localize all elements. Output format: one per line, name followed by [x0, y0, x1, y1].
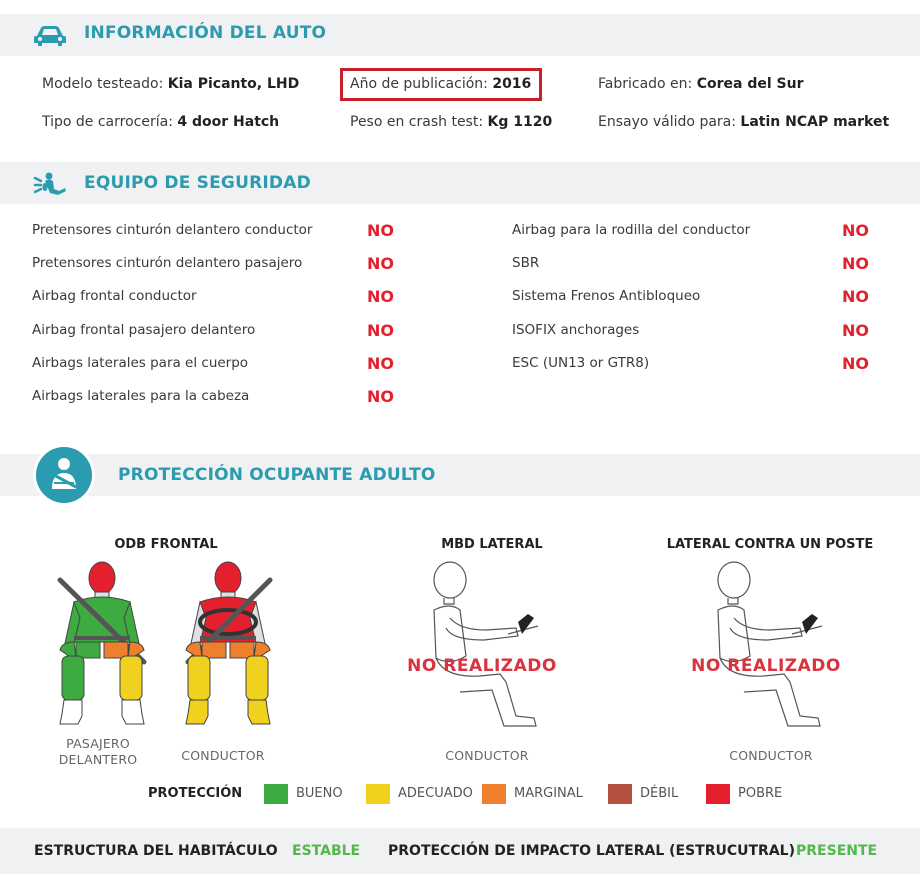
- equipment-value: NO: [367, 254, 394, 273]
- model-field: Modelo testeado: Kia Picanto, LHD: [42, 76, 300, 92]
- legend-swatch: [608, 784, 632, 804]
- equipment-label: Pretensores cinturón delantero conductor: [32, 222, 313, 238]
- equipment-label: SBR: [512, 255, 540, 271]
- equipment-value: NO: [367, 287, 394, 306]
- equipment-value: NO: [842, 321, 869, 340]
- pole-lateral-dummy-figure: [704, 558, 864, 736]
- airbag-icon: [32, 168, 68, 198]
- legend-label: MARGINAL: [514, 786, 583, 801]
- equipment-label: ESC (UN13 or GTR8): [512, 355, 650, 371]
- driver-frontal-caption: CONDUCTOR: [181, 748, 265, 763]
- equipment-label: Pretensores cinturón delantero pasajero: [32, 255, 303, 271]
- adult-title: PROTECCIÓN OCUPANTE ADULTO: [118, 465, 436, 485]
- body-type-field: Tipo de carrocería: 4 door Hatch: [42, 114, 280, 130]
- legend-swatch: [482, 784, 506, 804]
- mbd-lateral-dummy-figure: [420, 558, 580, 736]
- equipment-label: Airbag frontal pasajero delantero: [32, 322, 256, 338]
- legend-swatch: [366, 784, 390, 804]
- pole-driver-caption: CONDUCTOR: [729, 748, 813, 763]
- equipment-label: Airbags laterales para el cuerpo: [32, 355, 249, 371]
- equipment-value: NO: [842, 287, 869, 306]
- mbd-lateral-title: MBD LATERAL: [441, 537, 543, 552]
- equipment-value: NO: [367, 221, 394, 240]
- equipment-value: NO: [842, 354, 869, 373]
- mbd-not-done: NO REALIZADO: [407, 656, 557, 676]
- equipment-value: NO: [367, 387, 394, 406]
- structure-value: ESTABLE: [292, 843, 361, 859]
- legend-label: ADECUADO: [398, 786, 473, 801]
- pole-title: LATERAL CONTRA UN POSTE: [666, 537, 874, 552]
- equipment-label: ISOFIX anchorages: [512, 322, 640, 338]
- equipment-label: Airbag para la rodilla del conductor: [512, 222, 751, 238]
- legend-label: DÉBIL: [640, 786, 679, 801]
- equipment-value: NO: [842, 221, 869, 240]
- weight-field: Peso en crash test: Kg 1120: [350, 114, 553, 130]
- equipment-value: NO: [367, 354, 394, 373]
- legend-label: BUENO: [296, 786, 343, 801]
- legend-title: PROTECCIÓN: [148, 786, 243, 801]
- mbd-driver-caption: CONDUCTOR: [445, 748, 529, 763]
- passenger-caption-line2: DELANTERO: [58, 752, 138, 767]
- driver-dummy-figure: [178, 558, 278, 736]
- side-impact-value: PRESENTE: [796, 843, 878, 859]
- equipment-label: Airbag frontal conductor: [32, 288, 197, 304]
- structure-label: ESTRUCTURA DEL HABITÁCULO: [34, 843, 278, 859]
- legend-swatch: [264, 784, 288, 804]
- odb-frontal-title: ODB FRONTAL: [114, 537, 218, 552]
- year-field: Año de publicación: 2016: [350, 76, 532, 92]
- made-in-field: Fabricado en: Corea del Sur: [598, 76, 804, 92]
- passenger-dummy-figure: [52, 558, 152, 736]
- equipment-value: NO: [842, 254, 869, 273]
- safety-title: EQUIPO DE SEGURIDAD: [84, 173, 311, 193]
- legend-label: POBRE: [738, 786, 783, 801]
- year-highlight-box: [340, 68, 542, 101]
- equipment-label: Airbags laterales para la cabeza: [32, 388, 250, 404]
- passenger-caption-line1: PASAJERO: [66, 736, 130, 751]
- side-impact-label: PROTECCIÓN DE IMPACTO LATERAL (ESTRUCUTRAL): [388, 843, 795, 859]
- legend-swatch: [706, 784, 730, 804]
- equipment-value: NO: [367, 321, 394, 340]
- pole-not-done: NO REALIZADO: [691, 656, 841, 676]
- car-icon: [33, 24, 67, 48]
- equipment-label: Sistema Frenos Antibloqueo: [512, 288, 701, 304]
- car-info-title: INFORMACIÓN DEL AUTO: [84, 23, 327, 43]
- seatbelt-occupant-icon: [32, 443, 96, 507]
- valid-for-field: Ensayo válido para: Latin NCAP market: [598, 114, 890, 130]
